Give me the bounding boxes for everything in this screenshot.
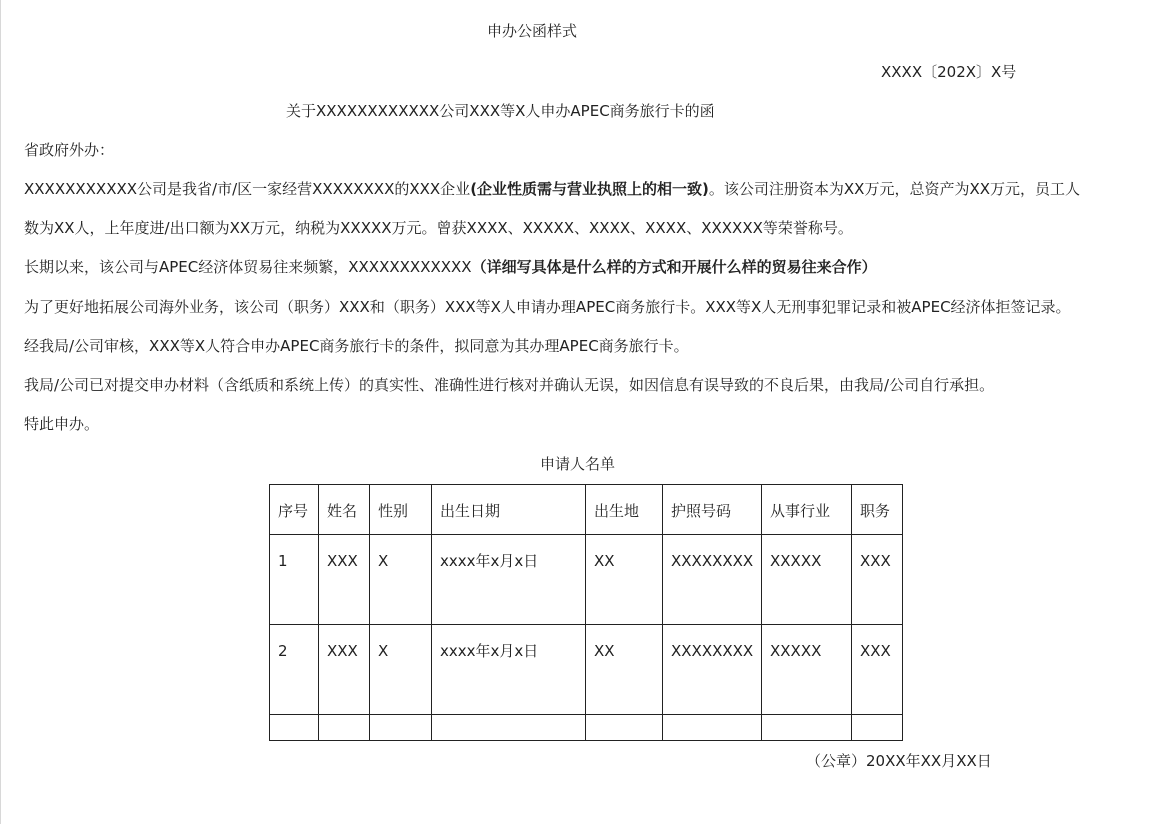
paragraph-application: 为了更好地拓展公司海外业务，该公司（职务）XXX和（职务）XXX等X人申请办理APEC商务旅行卡。XXX等X人无刑事犯罪记录和被APEC经济体拒签记录。	[24, 298, 1071, 316]
table-cell: XXXXX	[762, 625, 852, 715]
column-header: 从事行业	[762, 485, 852, 535]
paragraph-review: 经我局/公司审核，XXX等X人符合申办APEC商务旅行卡的条件，拟同意为其办理APEC商务旅行卡。	[24, 337, 689, 355]
table-row-empty	[270, 715, 903, 741]
table-row	[270, 625, 903, 715]
column-header: 护照号码	[663, 485, 762, 535]
table-cell	[586, 715, 663, 741]
letter-subject: 关于XXXXXXXXXXXX公司XXX等X人申办APEC商务旅行卡的函	[286, 102, 715, 120]
table-cell	[270, 715, 319, 741]
table-cell: XXXXXXXX	[663, 625, 762, 715]
paragraph-text: 长期以来，该公司与APEC经济体贸易往来频繁，XXXXXXXXXXXX	[24, 258, 472, 276]
document-heading: 申办公函样式	[487, 22, 578, 40]
column-header: 性别	[370, 485, 432, 535]
closing-text: 特此申办。	[24, 415, 100, 433]
table-cell: XX	[586, 535, 663, 625]
column-header: 职务	[852, 485, 903, 535]
table-cell: 1	[270, 535, 319, 625]
table-title: 申请人名单	[540, 455, 616, 473]
paragraph-company-intro	[24, 179, 1080, 199]
paragraph-text: 。该公司注册资本为XX万元，总资产为XX万元，员工人	[708, 180, 1081, 198]
table-cell: XXX	[852, 625, 903, 715]
table-header-row	[270, 485, 903, 535]
table-cell	[370, 715, 432, 741]
table-row	[270, 535, 903, 625]
table-cell: XXX	[852, 535, 903, 625]
table-cell	[319, 715, 370, 741]
paragraph-company-intro-line2: 数为XX人，上年度进/出口额为XX万元，纳税为XXXXX万元。曾获XXXX、XXXXX、XXXX、XXXX、XXXXXX等荣誉称号。	[24, 219, 853, 237]
paragraph-text: XXXXXXXXXXX公司是我省/市/区一家经营XXXXXXXX的XXX企业	[24, 180, 471, 198]
table-cell	[663, 715, 762, 741]
signature-date: （公章）20XX年XX月XX日	[806, 752, 992, 770]
table-cell: XX	[586, 625, 663, 715]
table-cell: 2	[270, 625, 319, 715]
table-cell: xxxx年x月x日	[432, 625, 586, 715]
table-cell: X	[370, 625, 432, 715]
paragraph-trade-relations	[24, 257, 877, 277]
table-cell: XXX	[319, 535, 370, 625]
paragraph-responsibility: 我局/公司已对提交申办材料（含纸质和系统上传）的真实性、准确性进行核对并确认无误，如因信息有误导致的不良后果，由我局/公司自行承担。	[24, 376, 995, 394]
salutation: 省政府外办：	[24, 141, 115, 159]
reference-number: XXXX〔202X〕X号	[881, 63, 1017, 81]
table-cell: xxxx年x月x日	[432, 535, 586, 625]
table-cell: XXX	[319, 625, 370, 715]
table-cell	[432, 715, 586, 741]
column-header: 出生日期	[432, 485, 586, 535]
paragraph-note-bold: (企业性质需与营业执照上的相一致)	[470, 180, 709, 198]
table-cell	[852, 715, 903, 741]
column-header: 姓名	[319, 485, 370, 535]
column-header: 出生地	[586, 485, 663, 535]
table-cell: X	[370, 535, 432, 625]
table-cell: XXXXXXXX	[663, 535, 762, 625]
table-cell: XXXXX	[762, 535, 852, 625]
applicant-table	[269, 484, 903, 741]
table-cell	[762, 715, 852, 741]
paragraph-note-bold: （详细写具体是什么样的方式和开展什么样的贸易往来合作）	[471, 258, 877, 276]
column-header: 序号	[270, 485, 319, 535]
